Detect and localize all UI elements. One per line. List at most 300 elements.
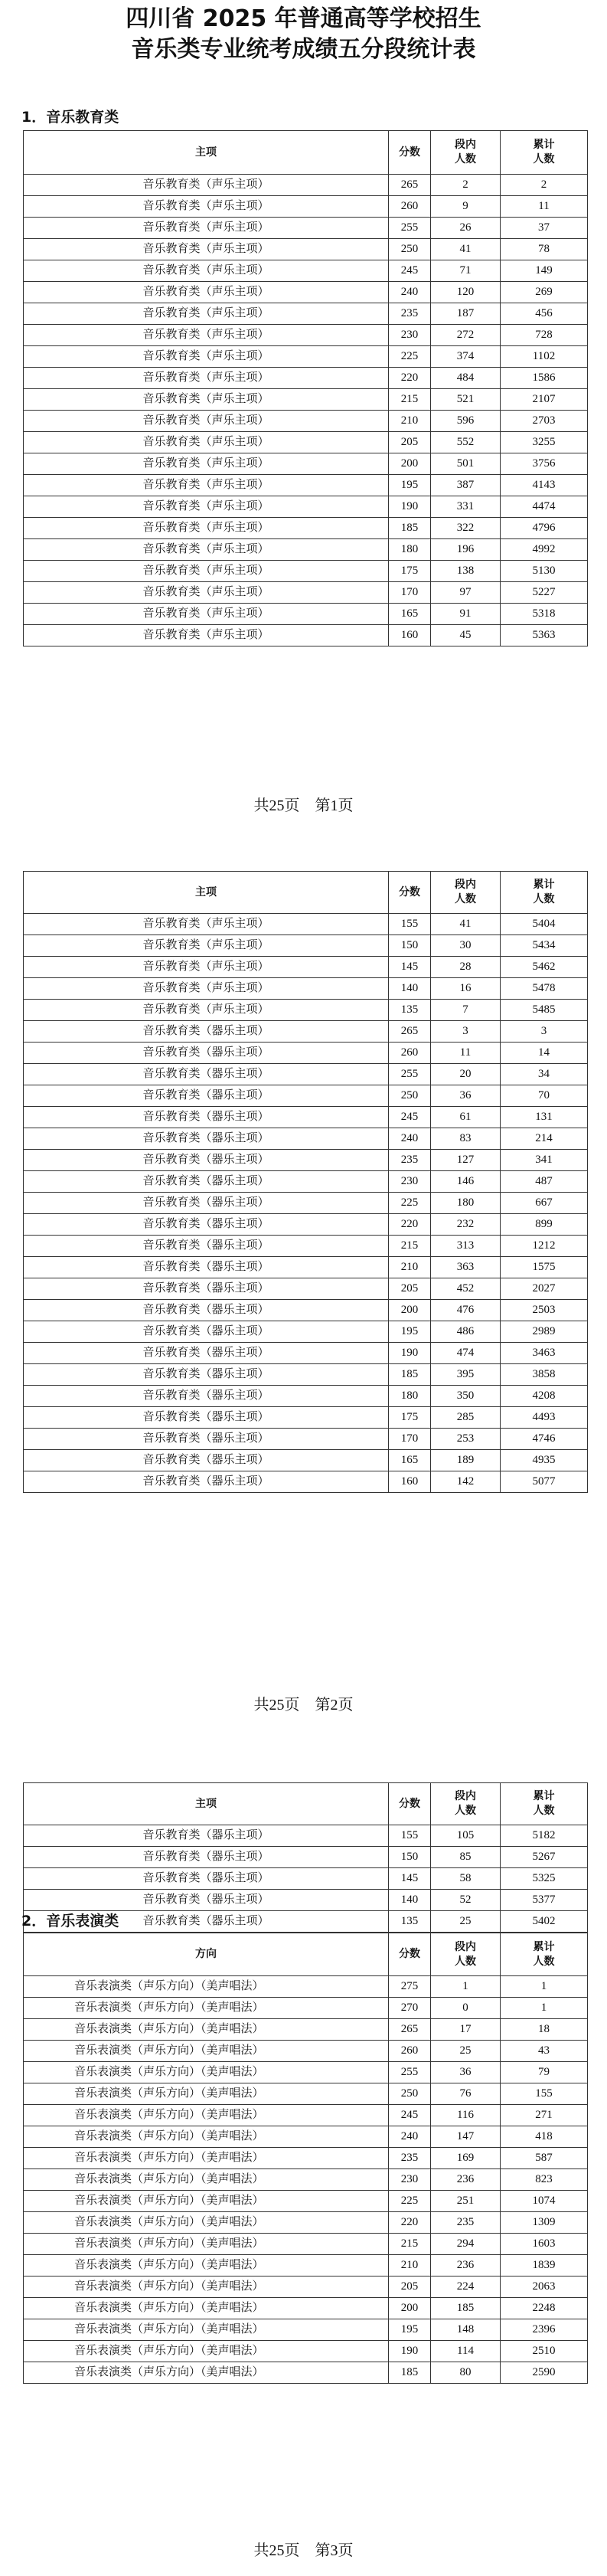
- in-range-count-cell: 97: [431, 582, 501, 604]
- in-range-count-cell: 116: [431, 2105, 501, 2126]
- score-cell: 165: [389, 1450, 431, 1471]
- in-range-count-cell: 285: [431, 1407, 501, 1429]
- cumulative-count-cell: 70: [501, 1085, 588, 1107]
- item-cell: 音乐教育类（器乐主项）: [24, 1386, 389, 1407]
- in-range-count-cell: 196: [431, 539, 501, 561]
- table-row: [24, 2126, 588, 2148]
- in-range-count-cell: 1: [431, 1976, 501, 1998]
- item-cell: 音乐教育类（器乐主项）: [24, 1085, 389, 1107]
- table-row: [24, 1321, 588, 1343]
- item-cell: 音乐教育类（声乐主项）: [24, 914, 389, 935]
- item-cell: 音乐表演类（声乐方向）（美声唱法）: [24, 2041, 389, 2062]
- score-cell: 230: [389, 2169, 431, 2191]
- in-range-count-cell: 25: [431, 1911, 501, 1933]
- section-heading-music-performance: 2．音乐表演类: [21, 1913, 119, 1930]
- in-range-count-cell: 127: [431, 1150, 501, 1171]
- item-cell: 音乐教育类（声乐主项）: [24, 496, 389, 518]
- table-row: [24, 2277, 588, 2298]
- header-line: 人数: [455, 893, 476, 905]
- header-line: 人数: [533, 153, 555, 165]
- cumulative-count-cell: 269: [501, 282, 588, 303]
- cumulative-count-cell: 728: [501, 325, 588, 346]
- cumulative-count-cell: 3: [501, 1021, 588, 1043]
- in-range-count-cell: 28: [431, 957, 501, 978]
- score-cell: 225: [389, 1193, 431, 1214]
- cumulative-count-cell: 2590: [501, 2362, 588, 2384]
- item-cell: 音乐教育类（器乐主项）: [24, 1825, 389, 1847]
- column-header-in-range: [431, 1783, 501, 1825]
- table-row: [24, 1847, 588, 1868]
- in-range-count-cell: 146: [431, 1171, 501, 1193]
- cumulative-count-cell: 14: [501, 1043, 588, 1064]
- item-cell: 音乐表演类（声乐方向）（美声唱法）: [24, 2212, 389, 2234]
- score-cell: 200: [389, 1300, 431, 1321]
- score-cell: 255: [389, 1064, 431, 1085]
- cumulative-count-cell: 5318: [501, 604, 588, 625]
- score-cell: 245: [389, 1107, 431, 1128]
- table-row: [24, 218, 588, 239]
- cumulative-count-cell: 5434: [501, 935, 588, 957]
- item-cell: 音乐教育类（器乐主项）: [24, 1911, 389, 1933]
- item-cell: 音乐教育类（器乐主项）: [24, 1278, 389, 1300]
- item-cell: 音乐表演类（声乐方向）（美声唱法）: [24, 2362, 389, 2384]
- header-line: 累计: [533, 139, 555, 151]
- in-range-count-cell: 521: [431, 389, 501, 411]
- item-cell: 音乐教育类（器乐主项）: [24, 1193, 389, 1214]
- table-row: [24, 604, 588, 625]
- score-cell: 260: [389, 1043, 431, 1064]
- table-row: [24, 1450, 588, 1471]
- table-row: [24, 1868, 588, 1890]
- score-cell: 265: [389, 175, 431, 196]
- in-range-count-cell: 395: [431, 1364, 501, 1386]
- score-cell: 155: [389, 914, 431, 935]
- table-row: [24, 914, 588, 935]
- score-cell: 265: [389, 2019, 431, 2041]
- in-range-count-cell: 36: [431, 1085, 501, 1107]
- cumulative-count-cell: 2503: [501, 1300, 588, 1321]
- score-cell: 170: [389, 582, 431, 604]
- score-cell: 205: [389, 2277, 431, 2298]
- table-row: [24, 1407, 588, 1429]
- in-range-count-cell: 36: [431, 2062, 501, 2083]
- table-row: [24, 935, 588, 957]
- in-range-count-cell: 189: [431, 1450, 501, 1471]
- column-header-item: 主项: [24, 1783, 389, 1825]
- item-cell: 音乐表演类（声乐方向）（美声唱法）: [24, 2126, 389, 2148]
- score-cell: 185: [389, 518, 431, 539]
- score-cell: 175: [389, 1407, 431, 1429]
- in-range-count-cell: 138: [431, 561, 501, 582]
- item-cell: 音乐教育类（声乐主项）: [24, 282, 389, 303]
- score-cell: 250: [389, 2083, 431, 2105]
- table-row: [24, 2105, 588, 2126]
- score-cell: 210: [389, 1257, 431, 1278]
- table-header-row: [24, 872, 588, 914]
- score-cell: 230: [389, 1171, 431, 1193]
- table-row: [24, 325, 588, 346]
- item-cell: 音乐表演类（声乐方向）（美声唱法）: [24, 2062, 389, 2083]
- cumulative-count-cell: 5363: [501, 625, 588, 646]
- in-range-count-cell: 350: [431, 1386, 501, 1407]
- header-line: 人数: [455, 153, 476, 165]
- column-header-score: 分数: [389, 1933, 431, 1976]
- table-row: [24, 1193, 588, 1214]
- header-line: 段内: [455, 1940, 476, 1953]
- cumulative-count-cell: 823: [501, 2169, 588, 2191]
- in-range-count-cell: 25: [431, 2041, 501, 2062]
- item-cell: 音乐表演类（声乐方向）（美声唱法）: [24, 2083, 389, 2105]
- cumulative-count-cell: 4493: [501, 1407, 588, 1429]
- cumulative-count-cell: 1074: [501, 2191, 588, 2212]
- table-row: [24, 2169, 588, 2191]
- score-cell: 205: [389, 1278, 431, 1300]
- score-cell: 220: [389, 1214, 431, 1236]
- cumulative-count-cell: 4935: [501, 1450, 588, 1471]
- page-number-footer: 共25页 第1页: [253, 797, 354, 814]
- table-row: [24, 2212, 588, 2234]
- score-cell: 220: [389, 368, 431, 389]
- score-cell: 235: [389, 303, 431, 325]
- page-number-footer: 共25页 第2页: [253, 1697, 354, 1714]
- cumulative-count-cell: 37: [501, 218, 588, 239]
- score-table-page-2: [23, 871, 588, 1493]
- cumulative-count-cell: 79: [501, 2062, 588, 2083]
- score-cell: 195: [389, 1321, 431, 1343]
- item-cell: 音乐教育类（声乐主项）: [24, 346, 389, 368]
- score-cell: 270: [389, 1998, 431, 2019]
- table-body: [24, 175, 588, 646]
- table-row: [24, 1150, 588, 1171]
- in-range-count-cell: 476: [431, 1300, 501, 1321]
- score-cell: 235: [389, 2148, 431, 2169]
- column-header-item: 主项: [24, 872, 389, 914]
- header-line: 人数: [533, 893, 555, 905]
- in-range-count-cell: 169: [431, 2148, 501, 2169]
- item-cell: 音乐表演类（声乐方向）（美声唱法）: [24, 2019, 389, 2041]
- table-row: [24, 1236, 588, 1257]
- score-cell: 220: [389, 2212, 431, 2234]
- in-range-count-cell: 251: [431, 2191, 501, 2212]
- cumulative-count-cell: 5130: [501, 561, 588, 582]
- table-row: [24, 1825, 588, 1847]
- in-range-count-cell: 58: [431, 1868, 501, 1890]
- cumulative-count-cell: 5478: [501, 978, 588, 1000]
- item-cell: 音乐教育类（声乐主项）: [24, 978, 389, 1000]
- in-range-count-cell: 322: [431, 518, 501, 539]
- item-cell: 音乐教育类（器乐主项）: [24, 1471, 389, 1493]
- in-range-count-cell: 272: [431, 325, 501, 346]
- cumulative-count-cell: 1: [501, 1998, 588, 2019]
- cumulative-count-cell: 3858: [501, 1364, 588, 1386]
- cumulative-count-cell: 5377: [501, 1890, 588, 1911]
- cumulative-count-cell: 1212: [501, 1236, 588, 1257]
- cumulative-count-cell: 5182: [501, 1825, 588, 1847]
- header-line: 累计: [533, 1790, 555, 1802]
- table-row: [24, 2062, 588, 2083]
- cumulative-count-cell: 4746: [501, 1429, 588, 1450]
- table-row: [24, 1386, 588, 1407]
- table-row: [24, 1471, 588, 1493]
- score-cell: 265: [389, 1021, 431, 1043]
- column-header-direction: 方向: [24, 1933, 389, 1976]
- score-cell: 140: [389, 978, 431, 1000]
- score-cell: 260: [389, 196, 431, 218]
- table-row: [24, 1128, 588, 1150]
- item-cell: 音乐教育类（器乐主项）: [24, 1429, 389, 1450]
- table-row: [24, 282, 588, 303]
- table-row: [24, 2234, 588, 2255]
- score-table-page-1: [23, 130, 588, 646]
- item-cell: 音乐教育类（器乐主项）: [24, 1450, 389, 1471]
- item-cell: 音乐教育类（器乐主项）: [24, 1107, 389, 1128]
- cumulative-count-cell: 11: [501, 196, 588, 218]
- header-line: 累计: [533, 1940, 555, 1953]
- in-range-count-cell: 185: [431, 2298, 501, 2319]
- item-cell: 音乐教育类（声乐主项）: [24, 475, 389, 496]
- table-row: [24, 1171, 588, 1193]
- table-row: [24, 260, 588, 282]
- item-cell: 音乐表演类（声乐方向）（美声唱法）: [24, 2191, 389, 2212]
- in-range-count-cell: 501: [431, 453, 501, 475]
- item-cell: 音乐表演类（声乐方向）（美声唱法）: [24, 2255, 389, 2277]
- score-cell: 140: [389, 1890, 431, 1911]
- document-title-line-2: 音乐类专业统考成绩五分段统计表: [131, 36, 476, 63]
- table-row: [24, 2362, 588, 2384]
- score-cell: 250: [389, 1085, 431, 1107]
- score-cell: 225: [389, 2191, 431, 2212]
- table-row: [24, 496, 588, 518]
- cumulative-count-cell: 5404: [501, 914, 588, 935]
- column-header-cumulative: [501, 1933, 588, 1976]
- in-range-count-cell: 147: [431, 2126, 501, 2148]
- in-range-count-cell: 61: [431, 1107, 501, 1128]
- item-cell: 音乐教育类（声乐主项）: [24, 239, 389, 260]
- score-table-music-performance: [23, 1933, 588, 2384]
- item-cell: 音乐教育类（声乐主项）: [24, 411, 389, 432]
- in-range-count-cell: 148: [431, 2319, 501, 2341]
- cumulative-count-cell: 1309: [501, 2212, 588, 2234]
- table-row: [24, 411, 588, 432]
- score-cell: 215: [389, 1236, 431, 1257]
- page-number-footer: 共25页 第3页: [253, 2542, 354, 2559]
- cumulative-count-cell: 5462: [501, 957, 588, 978]
- in-range-count-cell: 313: [431, 1236, 501, 1257]
- score-cell: 190: [389, 496, 431, 518]
- item-cell: 音乐教育类（器乐主项）: [24, 1364, 389, 1386]
- item-cell: 音乐教育类（器乐主项）: [24, 1890, 389, 1911]
- header-line: 人数: [455, 1805, 476, 1817]
- table-row: [24, 2083, 588, 2105]
- score-cell: 135: [389, 1911, 431, 1933]
- item-cell: 音乐教育类（声乐主项）: [24, 582, 389, 604]
- table-row: [24, 432, 588, 453]
- score-cell: 160: [389, 625, 431, 646]
- cumulative-count-cell: 2063: [501, 2277, 588, 2298]
- item-cell: 音乐教育类（声乐主项）: [24, 432, 389, 453]
- in-range-count-cell: 331: [431, 496, 501, 518]
- cumulative-count-cell: 5325: [501, 1868, 588, 1890]
- cumulative-count-cell: 4992: [501, 539, 588, 561]
- item-cell: 音乐教育类（声乐主项）: [24, 325, 389, 346]
- in-range-count-cell: 142: [431, 1471, 501, 1493]
- in-range-count-cell: 30: [431, 935, 501, 957]
- score-cell: 255: [389, 218, 431, 239]
- in-range-count-cell: 374: [431, 346, 501, 368]
- cumulative-count-cell: 341: [501, 1150, 588, 1171]
- header-line: 人数: [533, 1955, 555, 1968]
- cumulative-count-cell: 1102: [501, 346, 588, 368]
- table-row: [24, 475, 588, 496]
- score-cell: 145: [389, 1868, 431, 1890]
- item-cell: 音乐教育类（声乐主项）: [24, 518, 389, 539]
- table-row: [24, 1107, 588, 1128]
- cumulative-count-cell: 3255: [501, 432, 588, 453]
- in-range-count-cell: 45: [431, 625, 501, 646]
- item-cell: 音乐教育类（声乐主项）: [24, 218, 389, 239]
- table-row: [24, 957, 588, 978]
- score-table-page-3-continued: [23, 1782, 588, 1933]
- item-cell: 音乐教育类（声乐主项）: [24, 561, 389, 582]
- cumulative-count-cell: 456: [501, 303, 588, 325]
- cumulative-count-cell: 4143: [501, 475, 588, 496]
- item-cell: 音乐教育类（器乐主项）: [24, 1043, 389, 1064]
- score-cell: 245: [389, 2105, 431, 2126]
- table-row: [24, 303, 588, 325]
- in-range-count-cell: 80: [431, 2362, 501, 2384]
- table-row: [24, 1300, 588, 1321]
- in-range-count-cell: 52: [431, 1890, 501, 1911]
- cumulative-count-cell: 899: [501, 1214, 588, 1236]
- item-cell: 音乐教育类（声乐主项）: [24, 539, 389, 561]
- cumulative-count-cell: 587: [501, 2148, 588, 2169]
- in-range-count-cell: 294: [431, 2234, 501, 2255]
- score-cell: 200: [389, 2298, 431, 2319]
- score-cell: 180: [389, 539, 431, 561]
- table-row: [24, 1890, 588, 1911]
- cumulative-count-cell: 4208: [501, 1386, 588, 1407]
- score-cell: 235: [389, 1150, 431, 1171]
- table-row: [24, 1085, 588, 1107]
- item-cell: 音乐表演类（声乐方向）（美声唱法）: [24, 2105, 389, 2126]
- in-range-count-cell: 187: [431, 303, 501, 325]
- table-row: [24, 1214, 588, 1236]
- cumulative-count-cell: 34: [501, 1064, 588, 1085]
- table-row: [24, 625, 588, 646]
- column-header-in-range: [431, 1933, 501, 1976]
- cumulative-count-cell: 5227: [501, 582, 588, 604]
- table-header-row: [24, 1783, 588, 1825]
- item-cell: 音乐教育类（器乐主项）: [24, 1236, 389, 1257]
- item-cell: 音乐教育类（声乐主项）: [24, 1000, 389, 1021]
- score-cell: 210: [389, 2255, 431, 2277]
- column-header-score: 分数: [389, 131, 431, 175]
- cumulative-count-cell: 43: [501, 2041, 588, 2062]
- header-line: 人数: [533, 1805, 555, 1817]
- item-cell: 音乐教育类（声乐主项）: [24, 196, 389, 218]
- item-cell: 音乐表演类（声乐方向）（美声唱法）: [24, 2169, 389, 2191]
- in-range-count-cell: 9: [431, 196, 501, 218]
- in-range-count-cell: 474: [431, 1343, 501, 1364]
- score-cell: 250: [389, 239, 431, 260]
- cumulative-count-cell: 1575: [501, 1257, 588, 1278]
- in-range-count-cell: 2: [431, 175, 501, 196]
- in-range-count-cell: 16: [431, 978, 501, 1000]
- cumulative-count-cell: 2107: [501, 389, 588, 411]
- item-cell: 音乐表演类（声乐方向）（美声唱法）: [24, 2277, 389, 2298]
- cumulative-count-cell: 2510: [501, 2341, 588, 2362]
- score-cell: 215: [389, 2234, 431, 2255]
- in-range-count-cell: 26: [431, 218, 501, 239]
- cumulative-count-cell: 1586: [501, 368, 588, 389]
- table-header-row: [24, 1933, 588, 1976]
- cumulative-count-cell: 667: [501, 1193, 588, 1214]
- cumulative-count-cell: 78: [501, 239, 588, 260]
- table-row: [24, 2019, 588, 2041]
- table-row: [24, 2298, 588, 2319]
- in-range-count-cell: 363: [431, 1257, 501, 1278]
- in-range-count-cell: 41: [431, 914, 501, 935]
- in-range-count-cell: 85: [431, 1847, 501, 1868]
- table-body: [24, 914, 588, 1493]
- document-title-line-1: 四川省 2025 年普通高等学校招生: [126, 5, 481, 32]
- score-cell: 185: [389, 1364, 431, 1386]
- table-row: [24, 175, 588, 196]
- in-range-count-cell: 552: [431, 432, 501, 453]
- score-cell: 165: [389, 604, 431, 625]
- in-range-count-cell: 235: [431, 2212, 501, 2234]
- score-cell: 135: [389, 1000, 431, 1021]
- in-range-count-cell: 0: [431, 1998, 501, 2019]
- header-line: 人数: [455, 1955, 476, 1968]
- cumulative-count-cell: 3463: [501, 1343, 588, 1364]
- table-row: [24, 978, 588, 1000]
- cumulative-count-cell: 4796: [501, 518, 588, 539]
- in-range-count-cell: 20: [431, 1064, 501, 1085]
- in-range-count-cell: 83: [431, 1128, 501, 1150]
- score-cell: 180: [389, 1386, 431, 1407]
- table-row: [24, 2255, 588, 2277]
- item-cell: 音乐教育类（器乐主项）: [24, 1868, 389, 1890]
- in-range-count-cell: 120: [431, 282, 501, 303]
- table-row: [24, 582, 588, 604]
- table-row: [24, 561, 588, 582]
- score-cell: 215: [389, 389, 431, 411]
- item-cell: 音乐教育类（器乐主项）: [24, 1847, 389, 1868]
- item-cell: 音乐教育类（声乐主项）: [24, 604, 389, 625]
- column-header-cumulative: [501, 872, 588, 914]
- table-row: [24, 346, 588, 368]
- cumulative-count-cell: 131: [501, 1107, 588, 1128]
- item-cell: 音乐教育类（器乐主项）: [24, 1150, 389, 1171]
- score-cell: 275: [389, 1976, 431, 1998]
- item-cell: 音乐表演类（声乐方向）（美声唱法）: [24, 2234, 389, 2255]
- item-cell: 音乐教育类（声乐主项）: [24, 260, 389, 282]
- cumulative-count-cell: 5267: [501, 1847, 588, 1868]
- item-cell: 音乐教育类（器乐主项）: [24, 1171, 389, 1193]
- score-cell: 155: [389, 1825, 431, 1847]
- column-header-in-range: [431, 131, 501, 175]
- item-cell: 音乐表演类（声乐方向）（美声唱法）: [24, 2319, 389, 2341]
- score-cell: 150: [389, 935, 431, 957]
- score-cell: 190: [389, 1343, 431, 1364]
- score-cell: 240: [389, 282, 431, 303]
- in-range-count-cell: 387: [431, 475, 501, 496]
- item-cell: 音乐教育类（声乐主项）: [24, 625, 389, 646]
- in-range-count-cell: 253: [431, 1429, 501, 1450]
- in-range-count-cell: 7: [431, 1000, 501, 1021]
- header-line: 段内: [455, 879, 476, 891]
